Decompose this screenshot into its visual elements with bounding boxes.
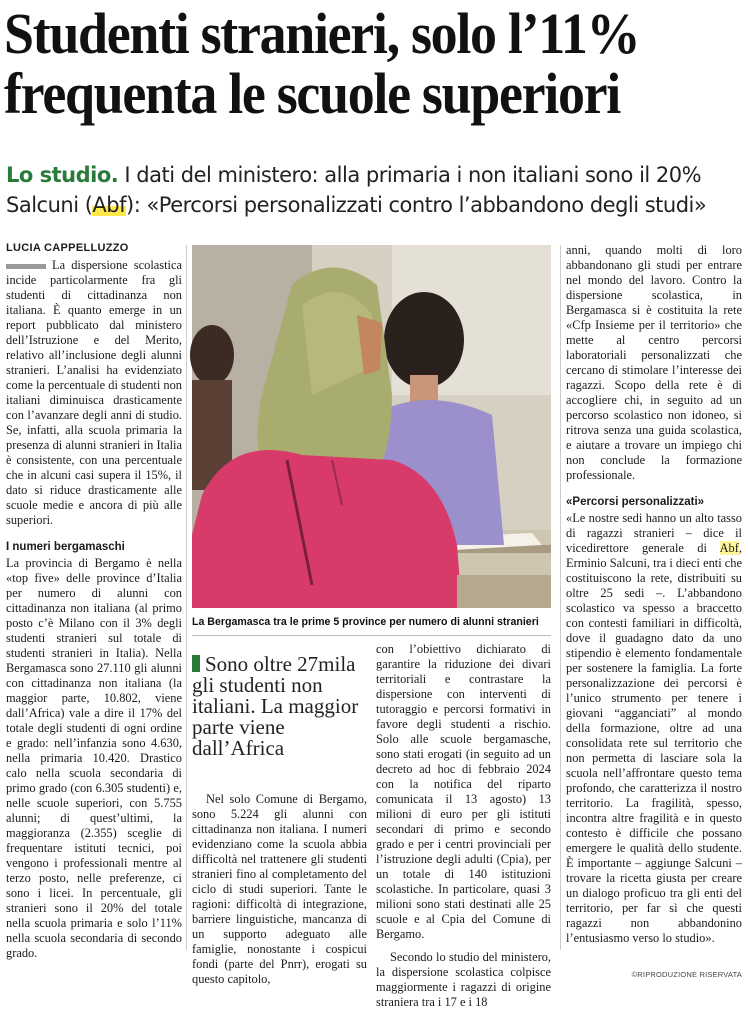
subhead-highlight-abf: Abf	[92, 193, 126, 217]
paragraph-salcuni	[566, 511, 742, 946]
paragraph-numeri: La provincia di Bergamo è nella «top five» delle province d’Italia per numero di alunni con cittadinanza non italiana (al primo posto c’è Milano con il 3% degli studenti stranieri sul totale di studenti stranieri in Italia). Nella Bergamasca sono 27.110 gli alunni con cittadinanza non italiana (la maggior parte, 10.802, viene dall’Africa) vale a dire il 17% del totale degli studenti di ogni ordine e grado: nell’infanzia sono 4.630, nella primaria 10.420. Drastico calo nella scuola secondaria di primo grado (con 6.305 studenti) e, nelle scuole superiori, con 5.755 alunni; di quest’ultimi, la maggioranza (2.355) sceglie di frequentare istituti tecnici, poi vengono i professionali mentre al terzo posto, nelle preferenze, ci sono i licei. In percentuale, gli stranieri sono il 20% del totale nella scuola primaria e solo l’11% nella scuola secondaria di secondo grado.	[6, 556, 182, 960]
students-classroom-illustration	[192, 245, 551, 608]
article-column-3	[376, 642, 551, 1010]
paragraph-studio: Secondo lo studio del ministero, la dispersione scolastica colpisce maggiormente i ragazzi di origine straniera tra i 17 e i 18	[376, 950, 551, 1009]
copyright-notice: ©RIPRODUZIONE RISERVATA	[631, 970, 742, 979]
paragraph-fondi: con l’obiettivo dichiarato di garantire la riduzione dei divari territoriali e contrastare la dispersione con interventi di tutoraggio e percorsi formativi in favore degli studenti a rischio. Solo alle scuole bergamasche, sono stati erogati (in seguito ad un decreto ad hoc di febbraio 2024 con la notifica del riparto comunicata il 13 agosto) 13 milioni di euro per gli istituti secondari di primo e secondo grado e per i centri provinciali per l’istruzione degli adulti (Cpia), per un totale di 140 istituzioni scolastiche. In particolare, quasi 3 milioni sono stati destinati alle 25 scuole e al Cpia del Comune di Bergamo.	[376, 642, 551, 941]
paragraph-rete: anni, quando molti di loro abbandonano gli studi per entrare nel mondo del lavoro. Contro la dispersione scolastica, in Bergamasca si è costituita la rete «Cfp Insieme per il territorio» che mette al centro percorsi laboratoriali personalizzati che cercano di stimolare l’interesse dei ragazzi. Scopo della rete è di accogliere chi, in seguito ad un percorso scolastico non idoneo, si ritrova senza una guida scolastica, e aiutare a trovare un impiego chi non conclude la formazione professionale.	[566, 243, 742, 482]
paragraph-intro	[6, 258, 182, 528]
column-divider-right	[560, 245, 561, 950]
highlight-abf: Abf	[719, 541, 739, 555]
subhead	[6, 160, 746, 220]
article-column-2	[192, 792, 367, 987]
subhead-line-2-post: ): «Percorsi personalizzati contro l’abbandono degli studi»	[126, 193, 707, 217]
byline: LUCIA CAPPELLUZZO	[6, 242, 129, 254]
paragraph-intro-text: La dispersione scolastica incide particolarmente fra gli studenti di cittadinanza non italiana. È quanto emerge in un report pubblicato dal ministero dell’Istruzione e del Merito, relativo all’inclusione degli alunni stranieri. L’analisi ha evidenziato come la percentuale di studenti non italiani diminuisca drasticamente con l’avanzare degli anni di studio. Se, infatti, alla scuola primaria la presenza di alunni stranieri in Italia è consistente, con una percentuale che in alcuni casi supera il 15%, il dato si riduce drasticamente alle scuole medie e ancora di più alle superiori.	[6, 258, 182, 527]
article-photo	[192, 245, 551, 608]
headline-line-2: frequenta le scuole superiori	[4, 61, 620, 126]
pull-quote	[192, 654, 370, 759]
section-heading-percorsi: «Percorsi personalizzati»	[566, 496, 705, 508]
pull-quote-bar	[192, 655, 200, 672]
subhead-line-1	[6, 160, 746, 190]
lead-rule	[6, 264, 46, 269]
article-column-4	[566, 243, 742, 946]
paragraph-salcuni-pre: «Le nostre sedi hanno un alto tasso di ragazzi stranieri – dice il vicedirettore generale di	[566, 511, 742, 555]
paragraph-salcuni-post: , Erminio Salcuni, tra i dieci enti che costituiscono la rete, distribuiti su oltre 25 sedi –. L’abbandono scolastico va spesso a braccetto con contesti familiari in difficoltà, dove il guadagno dato da uno stipendio è elemento fondamentale per sostenere la famiglia. La forte personalizzazione dei percorsi è l’unico strumento per tenere i giovani “agganciati” al mondo della formazione, oltre ad una consolidata rete sul territorio che non permetta di lasciare sola la scuola nell’affrontare questo tema profondo, che caratterizza il nostro territorio. La fragilità, spesso, incontra altre fragilità e in questo contesto è difficile che possano emergere le qualità dello studente. È importante – aggiunge Salcuni – trovare la ricetta giusta per creare un dialogo proficuo tra gli enti del territorio, per far sì che questi ragazzi non abbandonino l’entusiasmo verso lo studio».	[566, 541, 742, 945]
column-divider	[186, 245, 187, 950]
photo-caption: La Bergamasca tra le prime 5 province per numero di alunni stranieri	[192, 608, 551, 636]
subhead-line-2	[6, 190, 746, 220]
subhead-line-1-text: I dati del ministero: alla primaria i non italiani sono il 20%	[118, 163, 702, 187]
paragraph-comune: Nel solo Comune di Bergamo, sono 5.224 gli alunni con cittadinanza non italiana. I numeri evidenziano come la scuola abbia difficoltà nel trattenere gli studenti stranieri fino al completamento del ciclo di studi superiori. Tante le ragioni: difficoltà di integrazione, barriere linguistiche, mancanza di un supporto adeguato alle famiglie, nonostante i cospicui fondi (parte del Pnrr), erogati su questo capitolo,	[192, 792, 367, 986]
subhead-kicker: Lo studio.	[6, 163, 119, 187]
headline	[4, 1, 692, 126]
headline-line-1: Studenti stranieri, solo l’11%	[4, 1, 640, 66]
pull-quote-text: Sono oltre 27mila gli studenti non italiani. La maggior parte viene dall’Africa	[192, 652, 359, 760]
subhead-line-2-pre: Salcuni (	[6, 193, 93, 217]
section-heading-numeri: I numeri bergamaschi	[6, 541, 125, 553]
article-column-1	[6, 241, 182, 961]
